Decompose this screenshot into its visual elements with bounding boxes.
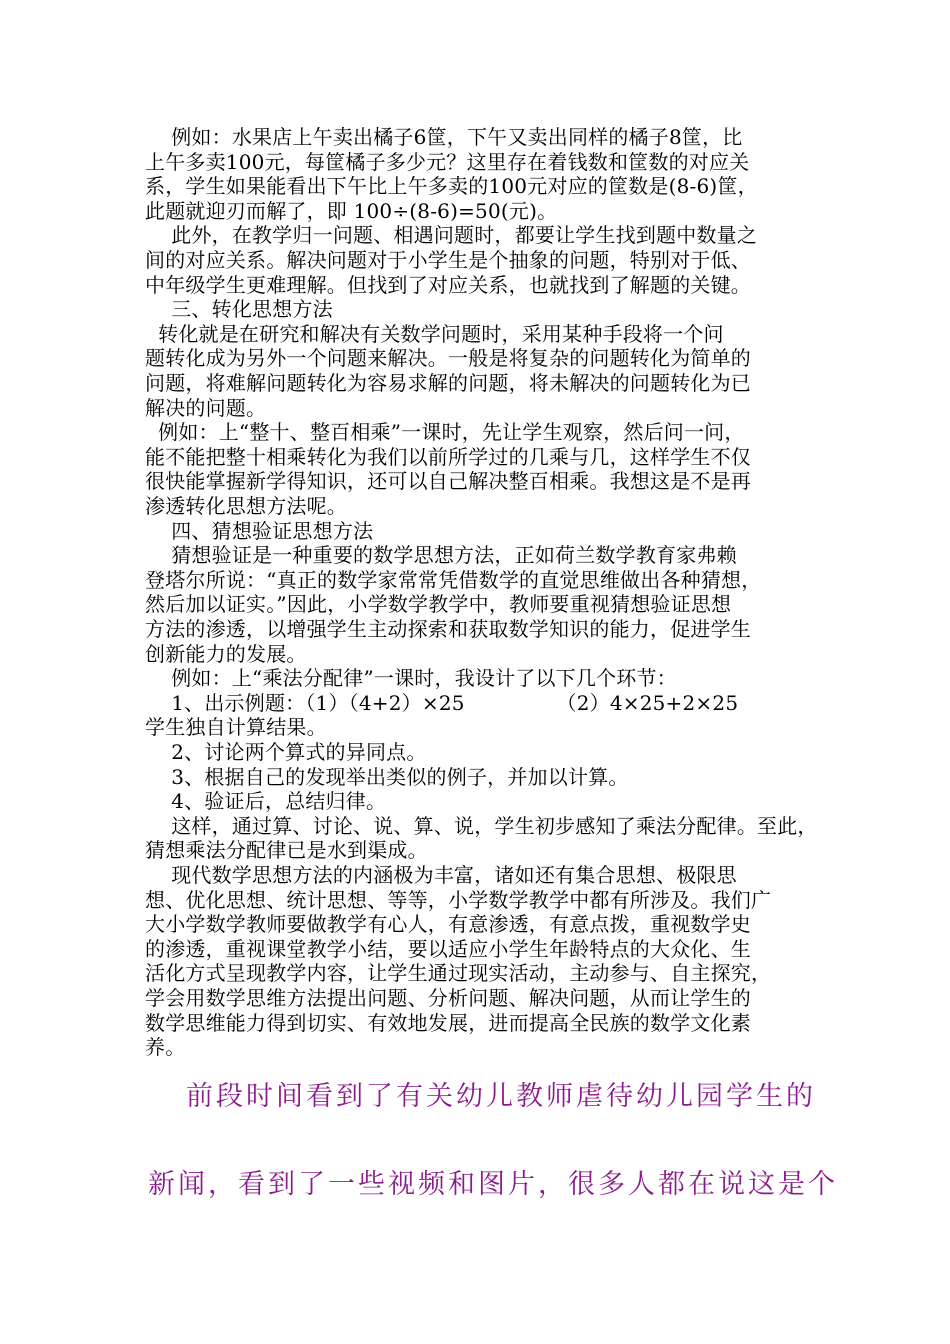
highlight-heading-line-1: 前段时间看到了有关幼儿教师虐待幼儿园学生的 <box>186 1081 816 1112</box>
text-line: 的渗透，重视课堂教学小结，要以适应小学生年龄特点的大众化、生 <box>145 936 751 961</box>
text-line: 此题就迎刃而解了，即 100÷(8-6)=50(元)。 <box>145 198 558 223</box>
text-line: 题转化成为另外一个问题来解决。一般是将复杂的问题转化为简单的 <box>145 346 751 371</box>
text-line: 渗透转化思想方法呢。 <box>145 494 347 518</box>
text-line: 方法的渗透，以增强学生主动探索和获取数学知识的能力，促进学生 <box>145 617 751 641</box>
text-line: 1、出示例题：（1）（4+2）×25 （2）4×25+2×25 <box>145 690 739 715</box>
text-line: 转化就是在研究和解决有关数学问题时，采用某种手段将一个问 <box>145 321 724 346</box>
text-line: 2、讨论两个算式的异同点。 <box>145 740 427 764</box>
text-line: 学会用数学思维方法提出问题、分析问题、解决问题，从而让学生的 <box>145 986 751 1010</box>
text-line: 这样，通过算、讨论、说、算、说，学生初步感知了乘法分配律。至此， <box>145 813 818 838</box>
text-line: 然后加以证实。”因此，小学数学教学中，教师要重视猜想验证思想 <box>145 592 732 617</box>
text-line: 创新能力的发展。 <box>145 641 307 666</box>
text-line: 登塔尔所说：“真正的数学家常常凭借数学的直觉思维做出各种猜想， <box>145 567 762 592</box>
text-line: 猜想验证是一种重要的数学思想方法，正如荷兰数学教育家弗赖 <box>145 543 737 568</box>
text-line: 数学思维能力得到切实、有效地发展，进而提高全民族的数学文化素 <box>145 1010 751 1035</box>
text-line: 例如：上“整十、整百相乘”一课时，先让学生观察，然后问一问， <box>145 420 745 445</box>
text-line: 很快能掌握新学得知识，还可以自己解决整百相乘。我想这是不是再 <box>145 469 751 494</box>
text-line: 解决的问题。 <box>145 395 267 420</box>
text-line: 此外，在教学归一问题、相遇问题时，都要让学生找到题中数量之 <box>145 223 758 248</box>
text-line: 系，学生如果能看出下午比上午多卖的100元对应的筐数是(8-6)筐， <box>145 174 758 199</box>
text-line: 上午多卖100元，每筐橘子多少元？这里存在着钱数和筐数的对应关 <box>145 149 750 174</box>
text-line: 猜想乘法分配律已是水到渠成。 <box>145 838 428 863</box>
text-line: 现代数学思想方法的内涵极为丰富，诸如还有集合思想、极限思 <box>145 863 737 887</box>
text-line: 4、验证后，总结归律。 <box>145 789 387 814</box>
text-line: 中年级学生更难理解。但找到了对应关系，也就找到了解题的关键。 <box>145 272 751 297</box>
text-line: 能不能把整十相乘转化为我们以前所学过的几乘与几，这样学生不仅 <box>145 444 751 469</box>
text-line: 例如：水果店上午卖出橘子6筐，下午又卖出同样的橘子8筐，比 <box>145 125 743 149</box>
text-line: 活化方式呈现教学内容，让学生通过现实活动，主动参与、自主探究， <box>145 961 772 986</box>
highlight-heading-line-2: 新闻，看到了一些视频和图片，很多人都在说这是个 <box>148 1169 838 1200</box>
text-line: 养。 <box>145 1035 186 1060</box>
text-line: 3、根据自己的发现举出类似的例子，并加以计算。 <box>145 764 629 789</box>
text-line: 四、猜想验证思想方法 <box>145 518 374 543</box>
text-line: 问题，将难解问题转化为容易求解的问题，将未解决的问题转化为已 <box>145 371 751 395</box>
text-line: 想、优化思想、统计思想、等等，小学数学教学中都有所涉及。我们广 <box>145 887 772 912</box>
text-line: 例如：上“乘法分配律”一课时，我设计了以下几个环节： <box>145 666 677 691</box>
text-line: 学生独自计算结果。 <box>145 715 327 740</box>
text-line: 间的对应关系。解决问题对于小学生是个抽象的问题，特别对于低、 <box>145 248 751 272</box>
text-line: 三、转化思想方法 <box>145 297 333 322</box>
text-line: 大小学数学教师要做教学有心人，有意渗透，有意点拨，重视数学史 <box>145 912 751 937</box>
